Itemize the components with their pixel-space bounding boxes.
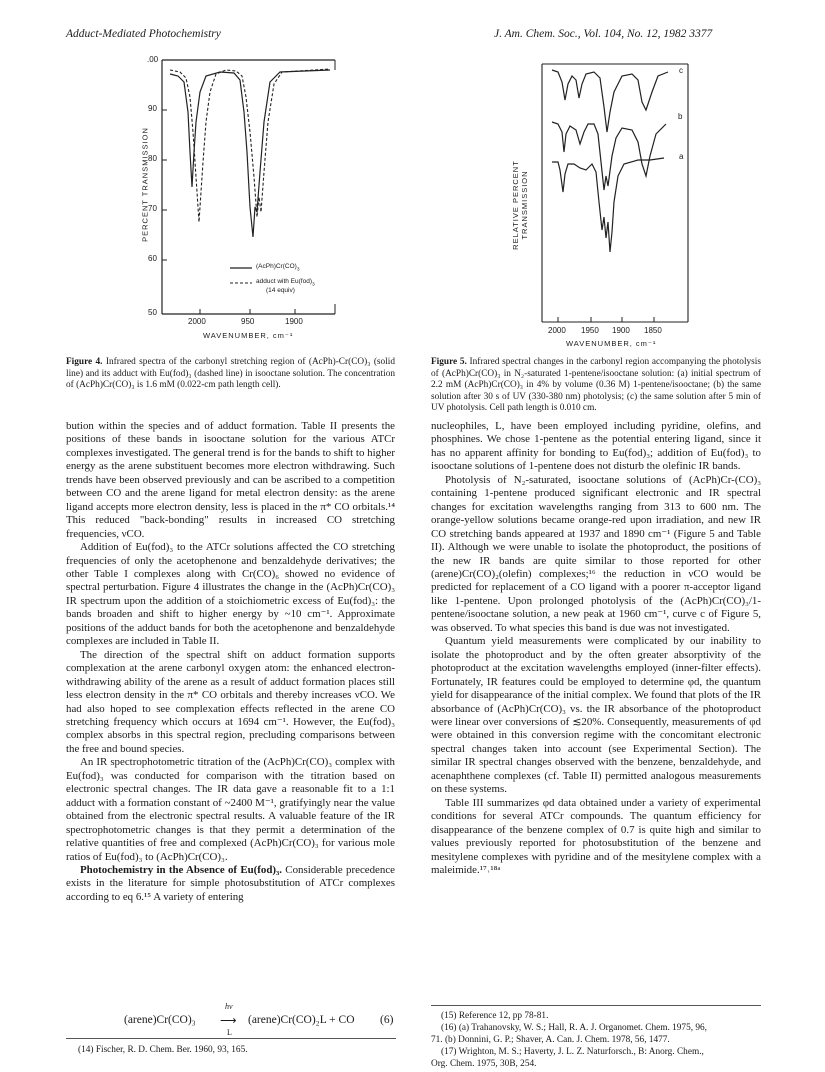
fig4-y-axis-label: PERCENT TRANSMISSION: [140, 127, 150, 242]
fig4-ytick-70: 70: [148, 204, 157, 213]
equation-number: (6): [380, 1014, 394, 1026]
right-column-body: [431, 420, 761, 877]
footnote-17: (17) Wrighton, M. S.; Haverty, J. L. Z. Naturforsch., B: Anorg. Chem.,: [441, 1047, 704, 1057]
paragraph: Photolysis of N₂-saturated, isooctane solutions of (AcPh)Cr-(CO)₃ containing 1-pentene produced significant electronic and IR spectral changes for excitation wavelengths ranging from 313 to 600 nm. The orange-yellow solutions became orange-red upon irradiation, and new IR CO stretching bands appeared at 1937 and 1890 cm⁻¹ (Figure 5 and Table II). Although we were unable to isolate the photoproduct, the positions of the new IR bands are quite similar to those reported for other (arene)Cr(CO)₂(olefin) complexes;¹⁶ the reduction in νCO would be predicted for replacement of a CO ligand with a poorer π-acceptor ligand like 1-pentene. Upon prolonged photolysis of the (AcPh)Cr(CO)₃/1-pentene/isooctane solution, a new peak at 1960 cm⁻¹, curve c of Figure 5, was observed. To what species this band is due was not investigated.: [431, 473, 761, 634]
fig5-curve-label-c: c: [679, 66, 683, 75]
fig4-legend-dashed-equiv: (14 equiv): [266, 287, 295, 294]
fig4-xtick-2000: 2000: [188, 317, 206, 326]
running-header-title: Adduct-Mediated Photochemistry: [66, 28, 221, 40]
footnote-17-cont: Org. Chem. 1975, 30B, 254.: [431, 1059, 537, 1069]
fig5-curve-label-a: a: [679, 152, 684, 161]
footnote-14: (14) Fischer, R. D. Chem. Ber. 1960, 93, 165.: [78, 1045, 248, 1055]
fig5-xtick-2000: 2000: [548, 326, 566, 335]
running-header-journal: J. Am. Chem. Soc., Vol. 104, No. 12, 1982 3377: [494, 28, 713, 40]
fig4-ytick-80: 80: [148, 154, 157, 163]
footnotes-right: [431, 1010, 761, 1070]
footnote-16: (16) (a) Trahanovsky, W. S.; Hall, R. A. J. Organomet. Chem. 1975, 96,: [441, 1023, 707, 1033]
fig4-ytick-90: 90: [148, 104, 157, 113]
fig5-xtick-1950: 1950: [581, 326, 599, 335]
paragraph: Addition of Eu(fod)₃ to the ATCr solutions affected the CO stretching frequencies of only the acetophenone and benzaldehyde derivatives; the other Table I complexes along with Cr(CO)₆ showed no evidence of spectral perturbation. Figure 4 illustrates the change in the (AcPh)Cr(CO)₃ IR spectrum upon the addition of a stoichiometric excess of Eu(fod)₃: the bands broaden and shift to higher energy by ~10 cm⁻¹. Approximate positions of the adduct bands for both the acetophenone and benzaldehyde complexes are included in Table II.: [66, 541, 395, 648]
paragraph: bution within the species and of adduct formation. Table II presents the positions of these bands in isooctane solution for the various ATCr complexes investigated. The general trend is for the bands to shift to higher energy as the arene substituent becomes more electron withdrawing. Such trends have been observed previously and can be ascribed to a competition between CO and the arene ligand for metal electron density: as the arene ligand accepts more electron density, less is placed in the π* CO orbitals.¹⁴ This reduced "back-bonding" results in increased CO stretching frequencies, νCO.: [66, 420, 395, 540]
fig5-xtick-1900: 1900: [612, 326, 630, 335]
footnote-15: (15) Reference 12, pp 78-81.: [441, 1011, 549, 1021]
equation-product: (arene)Cr(CO)₂L + CO: [248, 1014, 355, 1026]
equation-arrow: ⟶: [220, 1015, 237, 1027]
paragraph: Quantum yield measurements were complicated by our inability to isolate the photoproduct and by the often greater absorptivity of the photoproduct at the excitation wavelengths employed (inner-filter effects). Fortunately, IR features could be employed to determine φd, the quantum yield for disappearance of the initial complex. We found that plots of the IR absorbance of (AcPh)Cr(CO)₃ vs. the IR absorbance of the photoproduct were linear over conversions of ≲20%. Consequently, measurements of φd were obtained in this conversion regime with the concomitant electronic spectral changes taken into account (see Experimental Section). The similar IR spectral changes observed with the benzene, benzaldehyde, and acenaphthene complexes (cf. Table II) permitted analogous measurements on these systems.: [431, 635, 761, 796]
footnote-divider-right: [431, 1005, 761, 1006]
paragraph-photochemistry: Photochemistry in the Absence of Eu(fod)₃. Considerable precedence exists in the literature for simple photosubstitution of ATCr complexes according to eq 6.¹⁵ A variety of entering: [66, 863, 395, 903]
fig4-xtick-1900: 1900: [285, 317, 303, 326]
figure-4-caption: Figure 4. Infrared spectra of the carbonyl stretching region of (AcPh)-Cr(CO)₃ (solid line) and its adduct with Eu(fod)₃ (dashed line) in isooctane solution. The concentration of (AcPh)Cr(CO)₃ is 1.6 mM (0.022-cm path length cell).: [66, 357, 395, 391]
fig4-ytick-50: 50: [148, 308, 157, 317]
equation-6: [124, 1002, 400, 1037]
fig5-x-axis-label: WAVENUMBER, cm⁻¹: [566, 339, 657, 348]
fig4-x-axis-label: WAVENUMBER, cm⁻¹: [203, 331, 294, 340]
fig4-ytick-100: .00: [147, 55, 159, 64]
fig4-legend-solid: $(AcPh)Cr(CO)_3$: [256, 263, 300, 273]
paragraph: The direction of the spectral shift on adduct formation supports complexation at the arene carbonyl oxygen atom: the enhanced electron-withdrawing ability of the arene as a result of adduct formation places still less electron density in the π* CO orbitals and thereby increases νCO. We had also hoped to see complexation effects reflected in the arene CO stretching frequency which occurs at 1694 cm⁻¹. However, the Eu(fod)₃ complex absorbs in this spectral region, precluding comparisons between the free and bound species.: [66, 648, 395, 755]
figure-5-caption: Figure 5. Infrared spectral changes in the carbonyl region accompanying the photolysis of (AcPh)Cr(CO)₃ in N₂-saturated 1-pentene/isooctane solution: (a) initial spectrum of 2.2 mM (AcPh)Cr(CO)₃ in 4% by volume (0.36 M) 1-pentene/isooctane; (b) the same solution after 30 s of UV (330-380 nm) photolysis; (c) the same solution after 5 min of UV photolysis. Cell path length is 0.010 cm.: [431, 357, 761, 414]
paragraph: nucleophiles, L, have been employed including pyridine, olefins, and phosphines. We chose 1-pentene as the potential entering ligand, since it has no apparent affinity for bonding to Eu(fod)₃; addition of Eu(fod)₃ to isooctane solutions of 1-pentene does not disturb the olefinic IR bands.: [431, 420, 761, 473]
footnote-divider-left: [66, 1038, 396, 1039]
equation-reactant: (arene)Cr(CO)₃: [124, 1014, 196, 1026]
figure-5-plot: [528, 52, 698, 332]
figure-4-plot: [130, 52, 350, 352]
paragraph: An IR spectrophotometric titration of the (AcPh)Cr(CO)₃ complex with Eu(fod)₃ was conducted for comparison with the titration based on electronic spectral changes. The IR data gave a reasonable fit to a 1:1 adduct with a formation constant of ~2400 M⁻¹, gratifyingly near the value obtained from the electronic spectral results. A valuable feature of the IR spectrophotometric changes is that they permit a determination of the relative quantities of free and complexed (AcPh)Cr(CO)₃ for various mole ratios of Eu(fod)₃ to (AcPh)Cr(CO)₃.: [66, 756, 395, 863]
fig5-y-axis-label: RELATIVE PERCENT TRANSMISSION: [511, 160, 529, 250]
equation-l: L: [227, 1028, 232, 1037]
fig4-xtick-950: 950: [241, 317, 255, 326]
paragraph: Table III summarizes φd data obtained under a variety of experimental conditions for several ATCr compounds. The quantum efficiency for disappearance of the benzene complex of 0.7 is quite high and similar to values previously reported for photosubstitution of the benzene and mesitylene complexes with pyridine and of the mesitylene complex with a maleimide.¹⁷˒¹⁸ᵃ: [431, 796, 761, 876]
footnote-16-cont: 71. (b) Donnini, G. P.; Shaver, A. Can. J. Chem. 1978, 56, 1477.: [431, 1035, 670, 1045]
equation-hv: hν: [225, 1002, 233, 1011]
left-column-body: [66, 420, 395, 904]
fig5-curve-label-b: b: [678, 112, 683, 121]
fig4-legend-dashed: adduct with $Eu(fod)_3$: [256, 278, 315, 288]
fig4-ytick-60: 60: [148, 254, 157, 263]
fig5-xtick-1850: 1850: [644, 326, 662, 335]
